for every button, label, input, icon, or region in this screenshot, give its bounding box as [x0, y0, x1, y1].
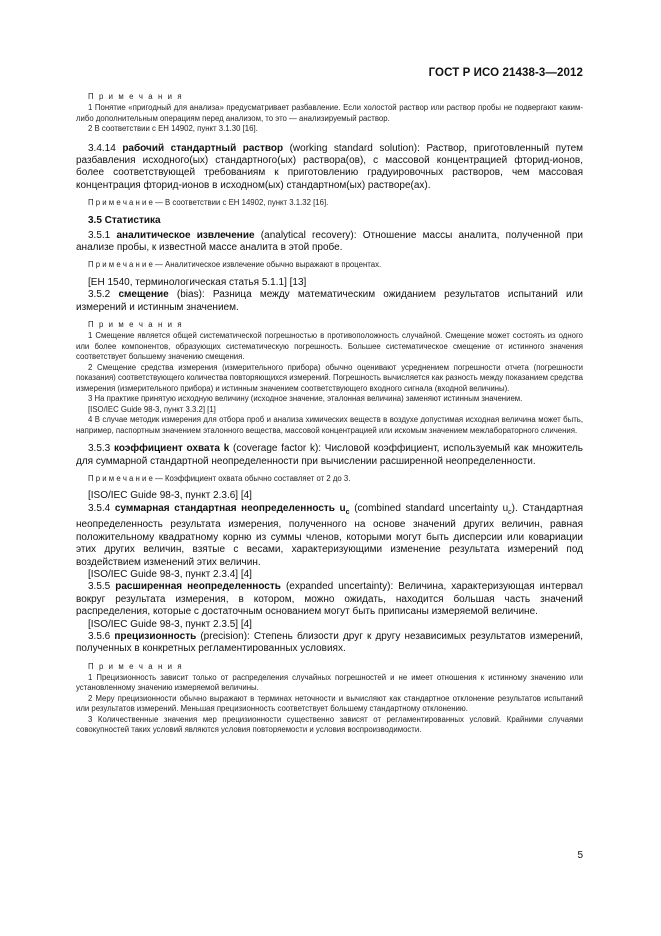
- reference-citation: [ЕН 1540, терминологическая статья 5.1.1] [13]: [88, 276, 307, 288]
- note-text: 2 Меру прецизионности обычно выражают в терминах неточности и вычисляют как стандартное отклонение результатов испытаний или результатов измерений. Меньшая прецизионность соответствует большему стандартному отклонению.: [76, 693, 583, 714]
- reference-citation: [ISO/IEC Guide 98-3, пункт 2.3.4] [4]: [88, 568, 252, 580]
- reference-citation: [ISO/IEC Guide 98-3, пункт 2.3.6] [4]: [88, 490, 252, 502]
- note-text: 3 Количественные значения мер прецизионности существенно зависят от регламентированных условий. Крайними случаями совокупностей таких условий являются условия повторяемости и условия воспроизводимости.: [76, 714, 583, 735]
- page-content: [76, 92, 583, 736]
- term-3-5-4: 3.5.4 суммарная стандартная неопределенность $u_c$ (combined standard uncertainty $u_c$). Стандартная неопределенность результата измерения, полученного на основе значений других величин, равная положительному квадратному корню из суммы членов, которыми могут быть дисперсии или ковариации этих других величин, взятые с весами, характеризующими изменение результата измерений под воздействием изменений этих величин.: [76, 502, 583, 568]
- note-text: П р и м е ч а н и е — Аналитическое извлечение обычно выражают в процентах.: [88, 260, 382, 270]
- notes-heading: П р и м е ч а н и я: [88, 92, 184, 101]
- reference-citation: [ISO/IEC Guide 98-3, пункт 3.3.2] [1]: [88, 404, 216, 414]
- note-text: 1 Прецизионность зависит только от распределения случайных погрешностей и не имеет отношения к истинному значению или установленному значению измеряемой величины.: [76, 672, 583, 693]
- term-3-4-14: 3.4.14 рабочий стандартный раствор (working standard solution): Раствор, приготовленный путем разбавления исходного(ых) стандартного(ых) раствора(ов), с массовой концентрацией фторид-ионов, более соответствующей требованиям к приготовлению градуировочных растворов, чем массовая концентрация фторид-ионов в исходном(ых) стандартном(ых) растворе(ах).: [76, 142, 583, 191]
- notes-heading: П р и м е ч а н и я: [88, 661, 184, 671]
- term-3-5-6: 3.5.6 прецизионность (precision): Степень близости друг к другу независимых результатов измерений, полученных в конкретных регламентированных условиях.: [76, 630, 583, 655]
- note-text: 2 Смещение средства измерения (измерительного прибора) обычно оценивают усреднением погрешности отчета (погрешности показания) соответствующего количества повторяющихся измерений. Погрешность вычисляется как разность между показанием средства измерения (измерительного прибора) и истинным значением соответствующего входного сигнала (входной величины).: [76, 362, 583, 393]
- term-3-5-2: 3.5.2 смещение (bias): Разница между математическим ожиданием результатов испытаний или измерений и истинным значением.: [76, 289, 583, 313]
- note-text: 1 Понятие «пригодный для анализа» предусматривает разбавление. Если холостой раствор или раствор пробы не подвергают каким-либо дополнительным операциям перед анализом, то это — анализируемый раствор.: [76, 103, 583, 123]
- note-text: 2 В соответствии с ЕН 14902, пункт 3.1.30 [16].: [88, 124, 258, 133]
- term-3-5-3: 3.5.3 коэффициент охвата k (coverage factor k): Числовой коэффициент, используемый как множитель для суммарной стандартной неопределенности при вычислении расширенной неопределенности.: [76, 443, 583, 467]
- term-3-5-5: 3.5.5 расширенная неопределенность (expanded uncertainty): Величина, характеризующая интервал вокруг результата измерения, в котором, можно ожидать, находится большая часть значений распределения, которые с достаточным основанием могут быть приписаны измеряемой величине.: [76, 581, 583, 618]
- page-number: 5: [577, 850, 583, 861]
- notes-heading: П р и м е ч а н и я: [88, 320, 184, 330]
- term-3-5-1: 3.5.1 аналитическое извлечение (analytical recovery): Отношение массы аналита, полученной при анализе пробы, к известной массе аналита в этой пробе.: [76, 229, 584, 254]
- note-text: 4 В случае методик измерения для отбора проб и анализа химических веществ в воздухе допустимая исходная величина может быть, например, паспортным значением эталонного вещества, массовой концентрацией или искомым значением межлабораторного сличения.: [76, 415, 583, 435]
- reference-citation: [ISO/IEC Guide 98-3, пункт 2.3.5] [4]: [88, 618, 252, 630]
- section-heading-3-5: 3.5 Статистика: [88, 214, 161, 226]
- note-text: 3 На практике принятую исходную величину (исходное значение, эталонная величина) заменяют истинным значением.: [88, 394, 523, 404]
- document-code-header: ГОСТ Р ИСО 21438-3—2012: [428, 67, 583, 79]
- note-text: 1 Смещение является общей систематической погрешностью в противоположность случайной. Смещение может состоять из одного или более компонентов, образующих систематическую погрешность. Большее систематическое смещение от истинного значения соответствует большему значению смещения.: [76, 331, 583, 362]
- note-text: П р и м е ч а н и е — В соответствии с ЕН 14902, пункт 3.1.32 [16].: [88, 198, 329, 208]
- note-text: П р и м е ч а н и е — Коэффициент охвата обычно составляет от 2 до 3.: [88, 473, 351, 483]
